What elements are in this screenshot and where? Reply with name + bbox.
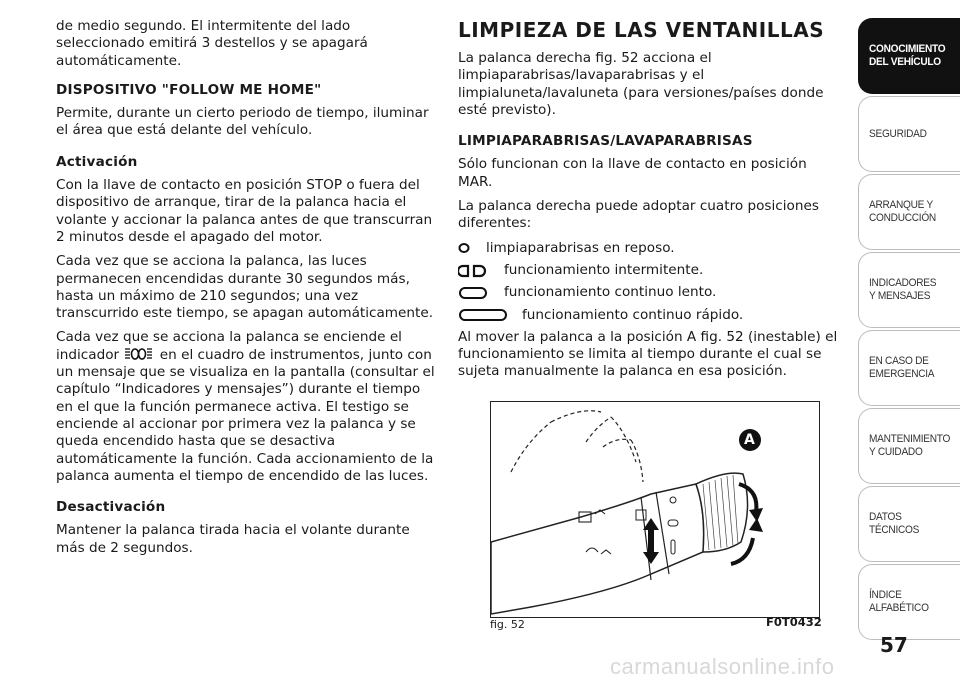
wipers-intro: La palanca derecha fig. 52 acciona el limpiaparabrisas/lavaparabrisas y el limpialuneta/lavaluneta (para versiones/países donde esté previsto). (458, 50, 824, 118)
figure-marker-a: A (744, 432, 755, 448)
figure-caption: fig. 52 (490, 618, 525, 631)
option-slow (458, 284, 842, 301)
option-intermittent (458, 262, 842, 279)
option-intermittent-label: funcionamiento intermitente. (504, 261, 704, 278)
chapter-tabs (858, 18, 960, 642)
tab-mantenimiento[interactable]: MANTENIMIENTO Y CUIDADO (858, 408, 960, 484)
right-column (458, 18, 842, 388)
activation-paragraph-3 (56, 329, 440, 485)
activation-p3-start: Cada vez que se acciona la palanca se enciende el indicador (56, 329, 402, 363)
tab-arranque[interactable]: ARRANQUE Y CONDUCCIÓN (858, 174, 960, 250)
activation-p3-end: en el cuadro de instrumentos, junto con un mensaje que se visualiza en la pantalla (consultar el capítulo “Indicadores y mensajes”) durante el tiempo en el que la función permanece activa. El testigo se enciende al accionar por primera vez la palanca y se queda encendido hasta que se desactiva automáticamente la función. Cada accionamiento de la palanca aumenta el tiempo de encendido de las luces. (56, 346, 435, 484)
left-column (56, 18, 440, 564)
intermittent-icon (458, 264, 498, 278)
page-number: 57 (880, 633, 908, 657)
section-title: LIMPIEZA DE LAS VENTANILLAS (458, 18, 825, 42)
deactivation-paragraph: Mantener la palanca tirada hacia el volante durante más de 2 segundos. (56, 522, 410, 556)
tab-emergencia[interactable]: EN CASO DE EMERGENCIA (858, 330, 960, 406)
option-fast (458, 307, 842, 324)
activation-heading: Activación (56, 153, 138, 170)
deactivation-heading: Desactivación (56, 499, 166, 516)
wipers-paragraph-1: Sólo funcionan con la llave de contacto en posición MAR. (458, 156, 807, 190)
activation-paragraph-2: Cada vez que se acciona la palanca, las luces permanecen encendidas durante 30 segundos más, hasta un máximo de 210 segundos; una vez transcurrido este tiempo, se apagan automáticamente. (56, 253, 434, 322)
option-fast-label: funcionamiento continuo rápido. (522, 306, 744, 323)
activation-paragraph-1: Con la llave de contacto en posición STOP o fuera del dispositivo de arranque, tirar de la palanca hacia el volante y accionar la palanca antes de que transcurran 2 minutos desde el apagado del motor. (56, 177, 433, 245)
follow-me-home-heading: DISPOSITIVO "FOLLOW ME HOME" (56, 81, 322, 98)
tab-conocimiento[interactable]: CONOCIMIENTO DEL VEHÍCULO (858, 18, 960, 94)
option-slow-label: funcionamiento continuo lento. (504, 284, 717, 301)
tab-indice[interactable]: ÍNDICE ALFABÉTICO (858, 564, 960, 640)
wiper-lever-figure (490, 401, 820, 618)
tab-indicadores[interactable]: INDICADORES Y MENSAJES (858, 252, 960, 328)
headlight-indicator-icon (123, 347, 155, 361)
watermark: carmanualsonline.info (610, 654, 835, 679)
option-rest-label: limpiaparabrisas en reposo. (486, 239, 675, 256)
option-rest (458, 240, 842, 257)
wipers-paragraph-3: Al mover la palanca a la posición A fig. 52 (inestable) el funcionamiento se limita al tiempo durante el cual se sujeta manualmente la palanca en esa posición. (458, 328, 838, 380)
figure-code: F0T0432 (766, 615, 822, 629)
tab-datos-tecnicos[interactable]: DATOS TÉCNICOS (858, 486, 960, 562)
tab-seguridad[interactable]: SEGURIDAD (858, 96, 960, 172)
wipers-heading: LIMPIAPARABRISAS/LAVAPARABRISAS (458, 133, 753, 150)
slow-continuous-icon (458, 286, 498, 300)
follow-me-home-description: Permite, durante un cierto periodo de tiempo, iluminar el área que está delante del vehículo. (56, 105, 429, 139)
circle-o-icon (458, 241, 480, 255)
intro-paragraph: de medio segundo. El intermitente del lado seleccionado emitirá 3 destellos y se apagará automáticamente. (56, 18, 368, 69)
fast-continuous-icon (458, 308, 516, 322)
wipers-paragraph-2: La palanca derecha puede adoptar cuatro posiciones diferentes: (458, 198, 819, 232)
